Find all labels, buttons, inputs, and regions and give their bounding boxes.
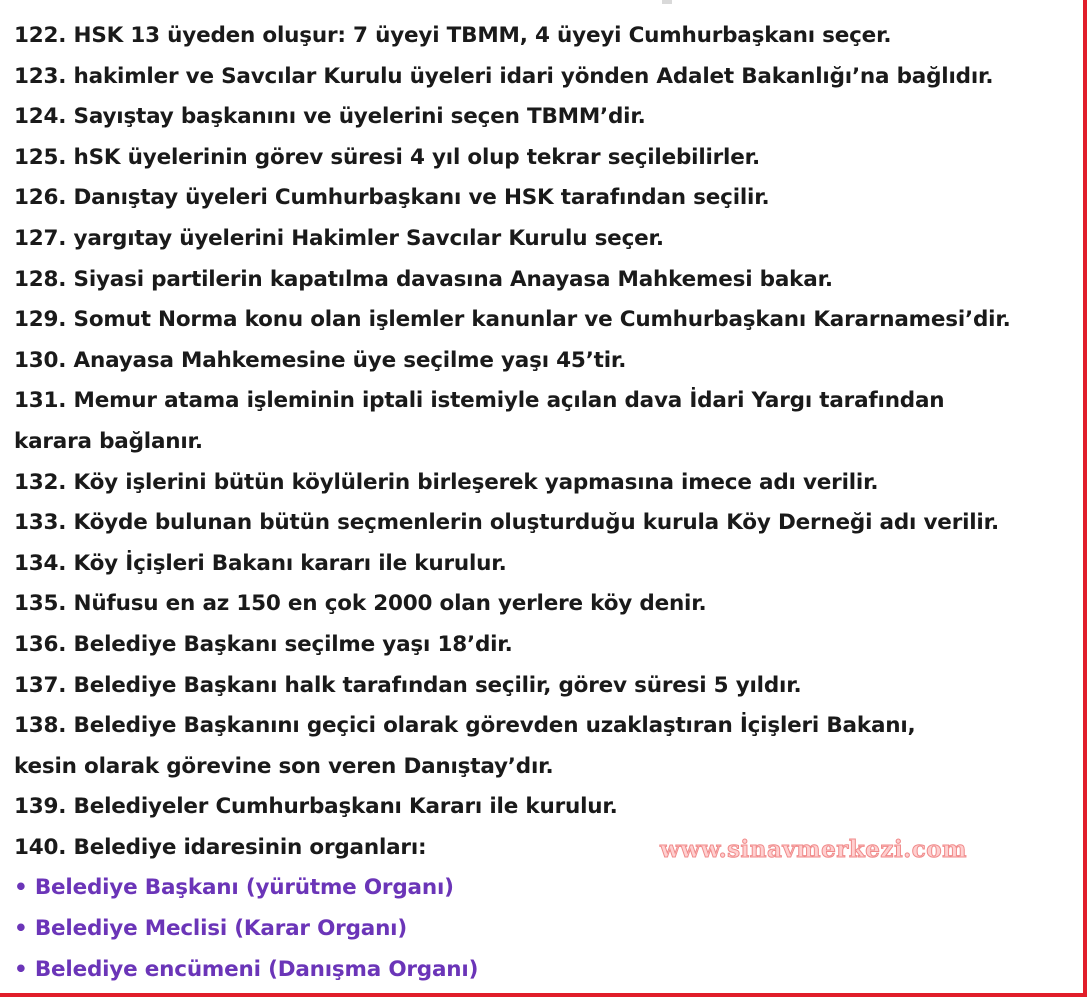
text-line-139: 139. Belediyeler Cumhurbaşkanı Kararı ile kurulur. — [14, 794, 618, 820]
text-line-124: 124. Sayıştay başkanını ve üyelerini seçen TBMM’dir. — [14, 104, 646, 130]
text-line-128: 128. Siyasi partilerin kapatılma davasına Anayasa Mahkemesi bakar. — [14, 266, 833, 292]
red-border-right — [1083, 0, 1087, 997]
watermark-text: www.sinavmerkezi.com — [660, 836, 967, 863]
text-line-138-continued: kesin olarak görevine son veren Danıştay’dır. — [14, 753, 554, 779]
text-line-137: 137. Belediye Başkanı halk tarafından seçilir, görev süresi 5 yıldır. — [14, 672, 802, 698]
text-line-122: 122. HSK 13 üyeden oluşur: 7 üyeyi TBMM, 4 üyeyi Cumhurbaşkanı seçer. — [14, 23, 892, 48]
text-line-134: 134. Köy İçişleri Bakanı kararı ile kurulur. — [14, 550, 507, 576]
text-line-138: 138. Belediye Başkanını geçici olarak görevden uzaklaştıran İçişleri Bakanı, — [14, 713, 916, 739]
text-line-132: 132. Köy işlerini bütün köylülerin birleşerek yapmasına imece adı verilir. — [14, 469, 879, 495]
text-line-130: 130. Anayasa Mahkemesine üye seçilme yaşı 45’tir. — [14, 347, 627, 373]
text-line-135: 135. Nüfusu en az 150 en çok 2000 olan yerlere köy denir. — [14, 591, 707, 617]
top-edge-mark — [662, 0, 672, 4]
text-line-123: 123. hakimler ve Savcılar Kurulu üyeleri idari yönden Adalet Bakanlığı’na bağlıdır. — [14, 63, 994, 89]
text-line-133: 133. Köyde bulunan bütün seçmenlerin oluşturduğu kurula Köy Derneği adı verilir. — [14, 510, 999, 536]
text-line-131-continued: karara bağlanır. — [14, 428, 203, 454]
bullet-item-belediye-encumeni: • Belediye encümeni (Danışma Organı) — [14, 956, 479, 982]
text-line-125: 125. hSK üyelerinin görev süresi 4 yıl olup tekrar seçilebilirler. — [14, 144, 760, 170]
text-line-127: 127. yargıtay üyelerini Hakimler Savcılar Kurulu seçer. — [14, 225, 664, 251]
text-line-129: 129. Somut Norma konu olan işlemler kanunlar ve Cumhurbaşkanı Kararnamesi’dir. — [14, 307, 1011, 333]
bullet-item-belediye-baskani: • Belediye Başkanı (yürütme Organı) — [14, 875, 454, 901]
text-line-136: 136. Belediye Başkanı seçilme yaşı 18’dir. — [14, 631, 513, 657]
text-line-131: 131. Memur atama işleminin iptali istemiyle açılan dava İdari Yargı tarafından — [14, 388, 945, 414]
text-line-126: 126. Danıştay üyeleri Cumhurbaşkanı ve HSK tarafından seçilir. — [14, 185, 770, 211]
bullet-item-belediye-meclisi: • Belediye Meclisi (Karar Organı) — [14, 916, 407, 942]
red-border-bottom — [0, 993, 1087, 997]
text-line-140: 140. Belediye idaresinin organları: — [14, 834, 427, 860]
